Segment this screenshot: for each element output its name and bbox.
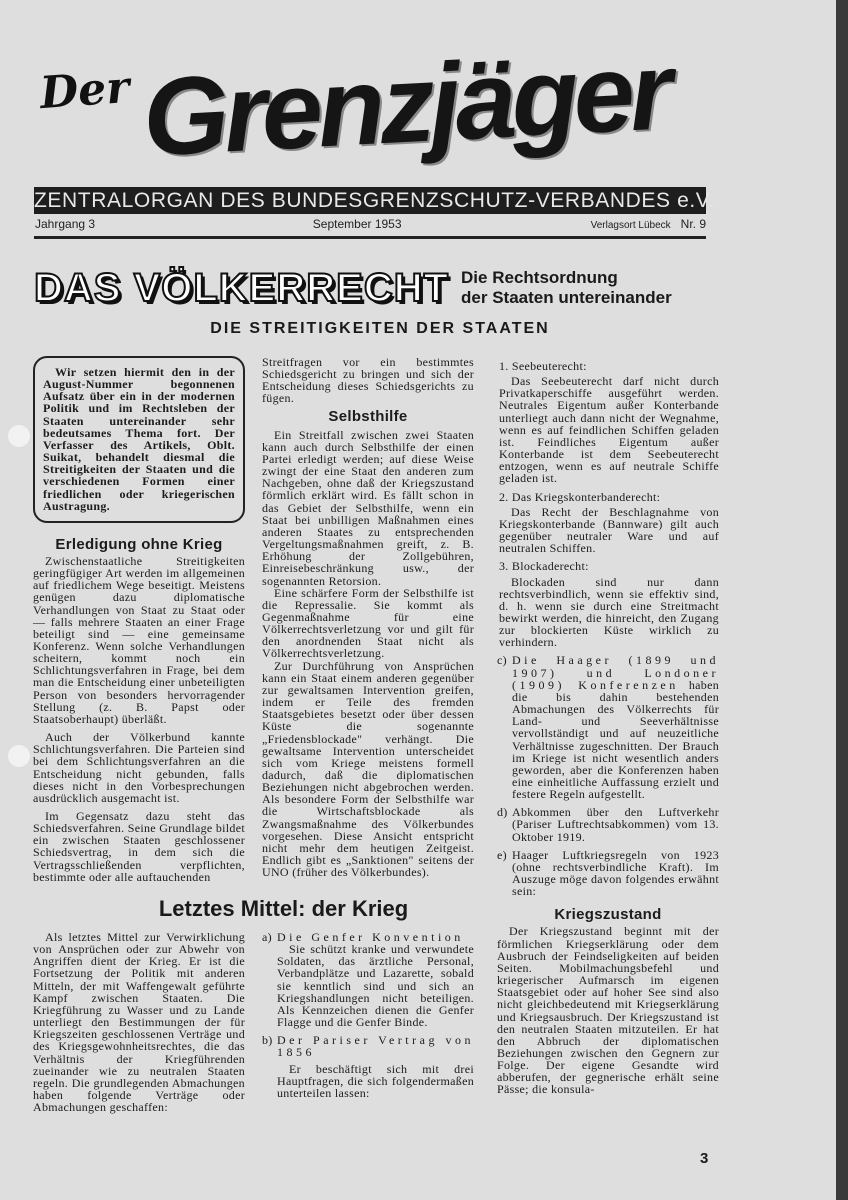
intro-box [33, 356, 245, 523]
punch-hole [8, 425, 30, 447]
paragraph: Der Kriegszustand beginnt mit der förmlichen Kriegserklärung oder dem Ausbruch der Feindseligkeiten auf beiden Seiten. Mobilmachungsbefehl und kriegerischer Aufmarsch im eigenen Staatsgebiet oder auf hoher See sind also nicht gleichbedeutend mit Kriegserklärung und Kriegsausbruch. Der Kriegszustand ist den neutralen Staaten mitzuteilen. Er hat den Abbruch der diplomatischen Beziehungen zwischen den Gegnern zur Folge. Der eigene Gesandte wird abberufen, der gegnerische erhält seine Pässe; die konsula- [497, 924, 719, 1097]
article-subtitle [461, 268, 672, 308]
item-text: Er beschäftigt sich mit drei Hauptfragen, die sich folgendermaßen unterteilen lassen: [277, 1061, 474, 1100]
list-item-d [497, 806, 719, 842]
scan-edge [836, 0, 848, 1200]
sub-item-text: Blockaden sind nur dann rechtsverbindlich, wenn sie effektiv sind, d. h. wenn sie durch eine Streitmacht bewirkt werden, die hinreicht, den Zugang zur blockierten Küste wirklich zu verhindern. [499, 574, 719, 650]
article-title: DAS VÖLKERRECHT [34, 266, 450, 310]
item-title: Die Haager (1899 und 1907) und Londoner (1909) Konferenzen [512, 653, 719, 692]
subtitle-line: Die Rechtsordnung [461, 268, 618, 287]
list-item-a [262, 931, 474, 1028]
item-text: haben die bis dahin bestehenden Abmachungen des Völkerrechts für Land- und Seeverhältnisse vervollständigt und auf neuzeitliche Verhältnisse zugeschnitten. Der Brauch im Kriege ist nicht wesentlich anders geworden, aber die Konferenzen haben eine einheitliche Auffassung erzielt und festere Regeln aufgestellt. [512, 677, 719, 802]
subtitle-line: der Staaten untereinander [461, 288, 672, 307]
paragraph: Eine schärfere Form der Selbsthilfe ist die Repressalie. Sie kommt als Gegenmaßnahme für eine Völkerrechtsverletzung vor und gilt für den anordnenden Staat nicht als Völkerrechtsverletzung. [262, 585, 474, 661]
masthead-tagline: ZENTRALORGAN DES BUNDESGRENZSCHUTZ-VERBANDES e.V. [34, 189, 715, 212]
upper-columns [33, 356, 474, 883]
sub-item-title: 2. Das Kriegskonterbanderecht: [499, 489, 661, 504]
column-2-top [262, 356, 474, 878]
item-label: a) [262, 929, 272, 944]
masthead-rule [34, 236, 706, 239]
sub-item-1 [497, 360, 719, 485]
item-text: Haager Luftkriegsregeln von 1923 (ohne rechtsverbindliche Kraft). Im Auszuge möge davon folgendes erwähnt sein: [512, 847, 719, 899]
paragraph: Im Gegensatz dazu steht das Schiedsverfahren. Seine Grundlage bildet ein zwischen Staaten geschlossener Schiedsvertrag, in dem sich die Vertragsschließenden verpflichten, bestimmte oder alle auftauchenden [33, 809, 245, 884]
sub-item-text: Das Seebeuterecht darf nicht durch Privatkaperschiffe ausgeführt werden. Neutrales Eigentum außer Konterbande unterliegt auch dann nicht der Wegnahme, wenn es auf feindlichen Schiffen geladen ist. Feindliches Eigentum außer Konterbande ist dem Seebeuterecht entzogen, wenn es auf neutrale Schiffe geladen ist. [499, 374, 719, 486]
item-title: Der Pariser Vertrag von 1856 [277, 1033, 474, 1060]
column-1-top [33, 356, 245, 883]
paragraph: Auch der Völkerbund kannte Schlichtungsverfahren. Die Parteien sind bei dem Schlichtungsverfahren an die Entscheidung nicht gebunden, falls dieses nicht in den Vorbesprechungen ausdrücklich ausgemacht ist. [33, 730, 245, 805]
article-kicker: DIE STREITIGKEITEN DER STAATEN [210, 320, 550, 337]
intro-text: Wir setzen hiermit den in der August-Nummer begonnenen Aufsatz über ein in der modernen Politik und im Rechtsleben der Staaten untereinander sehr bedeutsames Thema fort. Der Verfasser des Artikels, Oblt. Suikat, behandelt diesmal die Streitigkeiten der Staaten und die verschiedenen Formen einer friedlichen oder kriegerischen Austragung. [43, 365, 235, 513]
paragraph: Streitfragen vor ein bestimmtes Schiedsgericht zu bringen und sich der Entscheidung dieses Schiedsgerichts zu fügen. [262, 355, 474, 406]
issue-date: September 1953 [312, 217, 402, 231]
issue-number: Nr. 9 [680, 217, 706, 231]
sub-item-text: Das Recht der Beschlagnahme von Kriegskonterbande (Bannware) gilt auch gegenüber neutraler Ware und auf neutralen Schiffen. [499, 504, 719, 556]
column-2-bottom [262, 931, 474, 1099]
lower-columns [33, 931, 474, 1113]
section-heading: Kriegszustand [554, 906, 662, 924]
item-label: e) [497, 847, 507, 862]
masthead-logo: Grenzjäger [140, 29, 671, 180]
masthead-prefix: Der [38, 61, 132, 119]
left-columns [33, 356, 474, 1113]
section-heading: Erledigung ohne Krieg [55, 535, 223, 553]
item-title: Die Genfer Konvention [277, 929, 464, 944]
section-heading: Selbsthilfe [328, 407, 408, 425]
section-heading-large: Letztes Mittel: der Krieg [158, 895, 409, 921]
list-item-c [497, 654, 719, 800]
paragraph: Zwischenstaatliche Streitigkeiten geringfügiger Art werden im allgemeinen auf friedlichem Wege beseitigt. Meistens genügen dazu diplomatische Verhandlungen von Staat zu Staat oder — falls mehrere Staaten an einer Frage beteiligt sind — eine gemeinsame Konferenz. Wenn solche Verhandlungen scheitern, kommt noch ein Schlichtungsverfahren in Frage, bei dem man die Entscheidung einer unbeteiligten Person von besonders hervorragender Stellung (z. B. Papst oder Staatsoberhaupt) überläßt. [33, 553, 245, 726]
paragraph: Ein Streitfall zwischen zwei Staaten kann auch durch Selbsthilfe der einen Partei erledigt werden; auf diese Weise zwingt der eine Staat den anderen zum Nachgeben, ohne daß der Kriegszustand förmlich erklärt wird. Es fällt schon in das Gebiet der Selbsthilfe, wenn ein Staat bei unbilligen Maßnahmen eines anderen Staates zu entsprechenden Vergeltungsmaßnahmen greift, z. B. Erhöhung der Zollgebühren, Einreisebeschränkung usw., der sogenannten Retorsion. [262, 427, 474, 588]
paragraph: Als letztes Mittel zur Verwirklichung von Ansprüchen oder zur Abwehr von Angriffen dient der Krieg. Er ist die Fortsetzung der Politik mit anderen Mitteln, der mit Waffengewalt geführte Kampf zwischen Staaten. Die Kriegführung zu Wasser und zu Lande unterliegt den Bestimmungen der für Kriegszeiten geschlossenen Verträge und des Kriegsgewohnheitsrechtes, die das Verhältnis der Kriegführenden zueinander wie zu neutralen Staaten regeln. Die grundlegenden Abmachungen haben folgende Verträge oder Abmachungen geschaffen: [33, 929, 245, 1115]
volume: Jahrgang 3 [35, 217, 96, 231]
masthead [40, 30, 720, 180]
list-item-b [262, 1034, 474, 1099]
sub-item-title: 1. Seebeuterecht: [499, 359, 587, 373]
item-label: d) [497, 805, 508, 820]
article-title-row [34, 262, 724, 314]
paragraph: Zur Durchführung von Ansprüchen kann ein Staat einem anderen gegenüber zur gewaltsamen Intervention greifen, indem er Teile des fremden Staatsgebietes besetzt oder über dessen Küste die sogenannte „Friedensblockade" verhängt. Die gewaltsame Intervention unterscheidet sich vom Kriege meistens formell dadurch, daß die diplomatischen Beziehungen nicht abgebrochen werden. Als besondere Form der Selbsthilfe war die Wirtschaftsblockade als Zwangsmaßnahme des Völkerbundes vorgesehen. Diese Ansicht entspricht nicht mehr dem heutigen Zeitgeist. Endlich gibt es „Sanktionen" seitens der UNO (früher des Völkerbundes). [262, 658, 474, 880]
sub-item-title: 3. Blockaderecht: [499, 559, 589, 574]
list-item-e [497, 849, 719, 898]
publishing-place: Verlagsort Lübeck [590, 220, 671, 231]
item-text: Sie schützt kranke und verwundete Soldaten, das ärztliche Personal, Verbandplätze und Lazarette, sobald sie kenntlich sind und sich an Kriegshandlungen nicht beteiligen. Als Kennzeichen dienen die Genfer Flagge und die Genfer Binde. [277, 942, 474, 1030]
item-text: Abkommen über den Luftverkehr (Pariser Luftrechtsabkommen) vom 13. Oktober 1919. [512, 805, 719, 844]
column-3 [497, 360, 719, 1096]
sub-item-2 [497, 491, 719, 555]
page-number: 3 [700, 1150, 709, 1167]
masthead-info-line [35, 217, 706, 231]
punch-hole [8, 745, 30, 767]
item-label: c) [497, 653, 507, 668]
column-1-bottom [33, 931, 245, 1113]
sub-item-3 [497, 560, 719, 648]
item-label: b) [262, 1033, 273, 1048]
